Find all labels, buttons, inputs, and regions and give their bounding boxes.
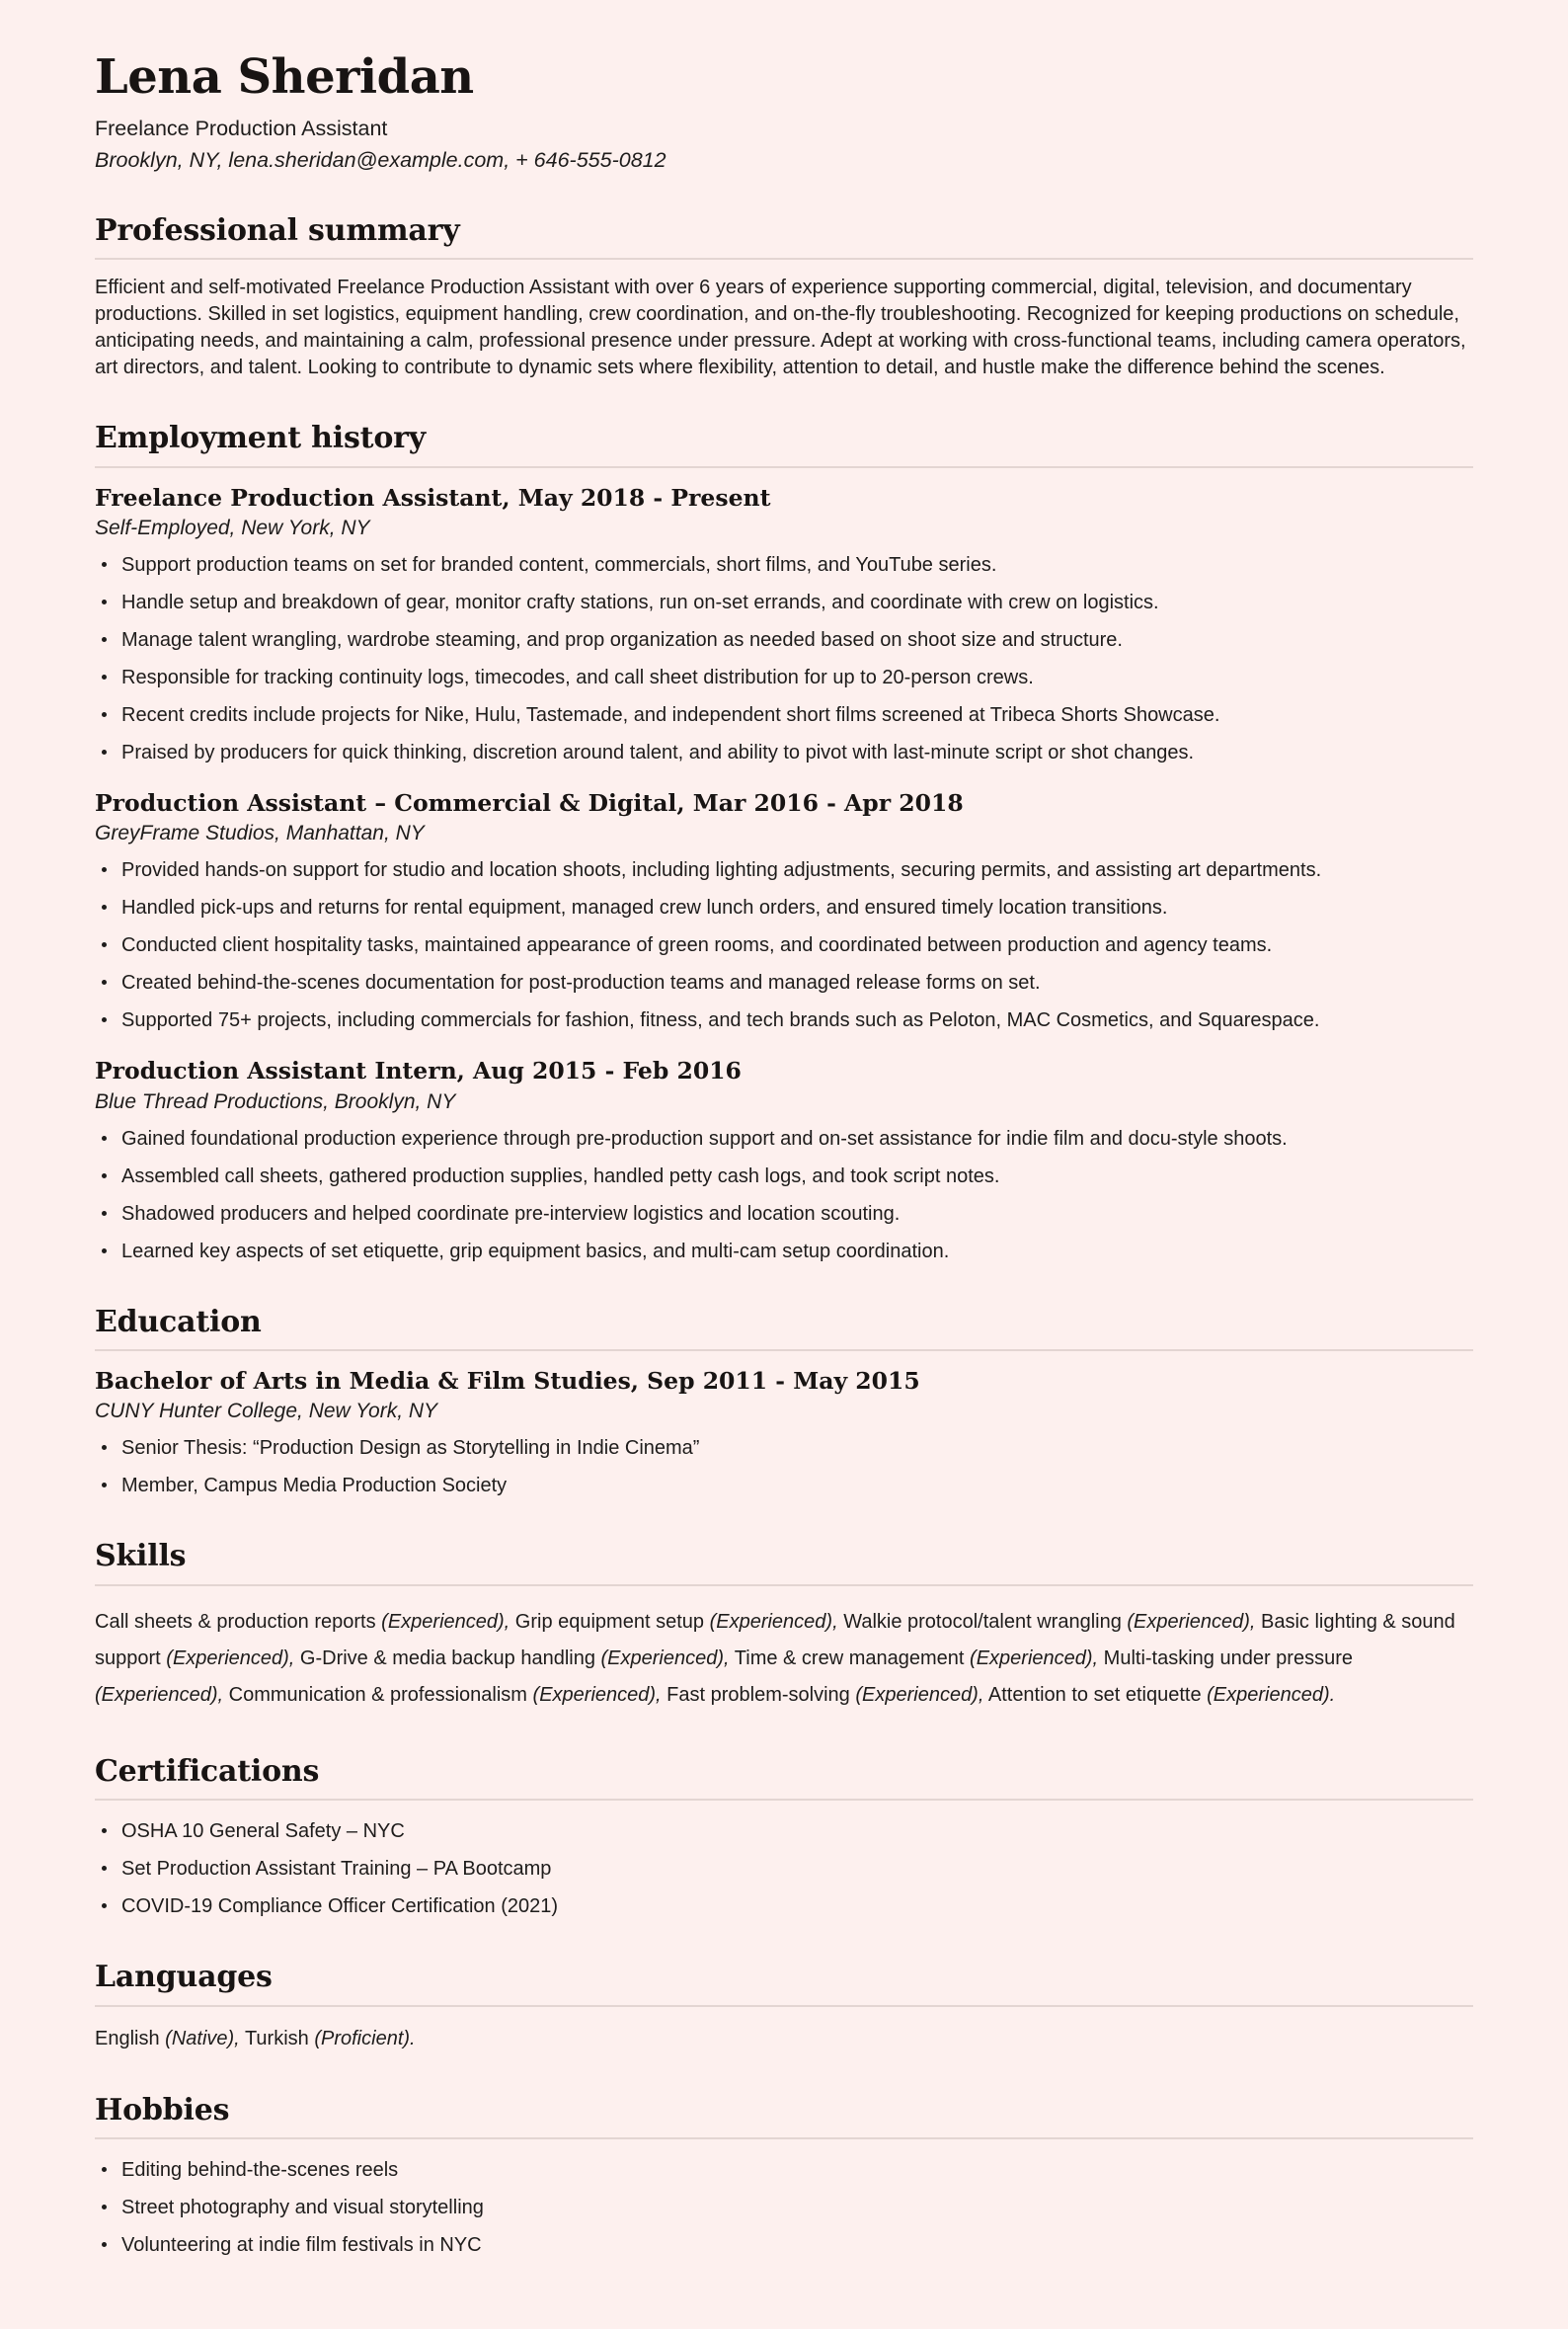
summary-text: Efficient and self-motivated Freelance Production Assistant with over 6 years of experience supporting commercial, digital, television, and documentary productions. Skilled in set logistics, equipment handling, crew coordination, and on-the-fly troubleshooting. Recognized for keeping productions on schedule, anticipating needs, and maintaining a calm, professional presence under pressure. Adept at working with cross-functional teams, including camera operators, art directors, and talent. Looking to contribute to dynamic sets where flexibility, attention to detail, and hustle make the difference behind the scenes. [95, 277, 1466, 378]
list-item: Street photography and visual storytelling [95, 2195, 1473, 2220]
degree-entry [95, 1367, 1473, 1498]
certification-list [95, 1818, 1473, 1919]
skill-level: (Experienced), [381, 1610, 510, 1633]
section-employment-history [95, 422, 1473, 1263]
degree-school: CUNY Hunter College, New York, NY [95, 1400, 438, 1423]
skill-item [666, 1684, 983, 1706]
list-item: Support production teams on set for branded content, commercials, short films, and YouTube series. [95, 552, 1473, 578]
degree-bullet-list [95, 1435, 1473, 1498]
candidate-name: Lena Sheridan [95, 49, 474, 105]
list-item: COVID-19 Compliance Officer Certification (2021) [95, 1893, 1473, 1919]
skill-level: (Experienced), [95, 1683, 224, 1706]
list-item: Editing behind-the-scenes reels [95, 2157, 1473, 2183]
list-item: Handle setup and breakdown of gear, monitor crafty stations, run on-set errands, and coordinate with crew on logistics. [95, 590, 1473, 615]
contact-line: Brooklyn, NY, lena.sheridan@example.com, + 646-555-0812 [95, 147, 666, 172]
skill-level: (Experienced), [709, 1610, 838, 1633]
language-name: Turkish [244, 2027, 309, 2049]
skill-name: Fast problem-solving [666, 1683, 850, 1706]
section-professional-summary [95, 214, 1473, 381]
skill-level: (Experienced). [1207, 1683, 1336, 1706]
job-bullet-list [95, 552, 1473, 765]
section-certifications [95, 1755, 1473, 1920]
skill-level: (Experienced), [1127, 1610, 1256, 1633]
job-title: Production Assistant Intern, Aug 2015 - Feb 2016 [95, 1057, 742, 1085]
skill-level: (Experienced), [600, 1646, 730, 1669]
job-bullet-list [95, 857, 1473, 1033]
section-hobbies [95, 2094, 1473, 2259]
list-item: Manage talent wrangling, wardrobe steaming, and prop organization as needed based on shoot size and structure. [95, 627, 1473, 653]
degree-title: Bachelor of Arts in Media & Film Studies, Sep 2011 - May 2015 [95, 1367, 920, 1395]
job-company: Blue Thread Productions, Brooklyn, NY [95, 1089, 456, 1113]
list-item: Supported 75+ projects, including commercials for fashion, fitness, and tech brands such as Peloton, MAC Cosmetics, and Squarespace. [95, 1007, 1473, 1033]
list-item: Volunteering at indie film festivals in NYC [95, 2232, 1473, 2258]
list-item: Conducted client hospitality tasks, maintained appearance of green rooms, and coordinated between production and agency teams. [95, 932, 1473, 958]
skill-name: Multi-tasking under pressure [1103, 1646, 1353, 1669]
hobbies-heading: Hobbies [95, 2094, 1473, 2140]
skill-item [229, 1684, 662, 1706]
hobby-list [95, 2157, 1473, 2258]
skill-item [515, 1611, 838, 1633]
candidate-job-title: Freelance Production Assistant [95, 116, 388, 140]
skill-level: (Experienced), [970, 1646, 1099, 1669]
languages-text [95, 2025, 1473, 2052]
language-level: (Native), [165, 2027, 240, 2049]
list-item: OSHA 10 General Safety – NYC [95, 1818, 1473, 1844]
resume-header [95, 51, 1473, 173]
list-item: Provided hands-on support for studio and location shoots, including lighting adjustments, securing permits, and assisting art departments. [95, 857, 1473, 883]
skill-name: Basic lighting & sound support [95, 1610, 1455, 1669]
list-item: Recent credits include projects for Nike, Hulu, Tastemade, and independent short films screened at Tribeca Shorts Showcase. [95, 702, 1473, 728]
employment-heading: Employment history [95, 422, 1473, 468]
job-title: Freelance Production Assistant, May 2018 - Present [95, 483, 771, 512]
skill-level: (Experienced), [855, 1683, 984, 1706]
list-item: Assembled call sheets, gathered production supplies, handled petty cash logs, and took script notes. [95, 1164, 1473, 1189]
job-entry [95, 1057, 1473, 1263]
skills-heading: Skills [95, 1540, 1473, 1586]
job-entry [95, 789, 1473, 1033]
skill-name: Attention to set etiquette [987, 1683, 1202, 1706]
language-item [95, 2028, 240, 2049]
job-company: Self-Employed, New York, NY [95, 517, 370, 540]
skill-item [843, 1611, 1255, 1633]
languages-heading: Languages [95, 1961, 1473, 2007]
list-item: Senior Thesis: “Production Design as Storytelling in Indie Cinema” [95, 1435, 1473, 1461]
list-item: Shadowed producers and helped coordinate pre-interview logistics and location scouting. [95, 1201, 1473, 1227]
skill-name: Communication & professionalism [228, 1683, 527, 1706]
education-body [95, 1367, 1473, 1498]
skill-level: (Experienced), [532, 1683, 662, 1706]
job-entry [95, 484, 1473, 765]
list-item: Handled pick-ups and returns for rental equipment, managed crew lunch orders, and ensured timely location transitions. [95, 895, 1473, 921]
list-item: Praised by producers for quick thinking, discretion around talent, and ability to pivot with last-minute script or shot changes. [95, 740, 1473, 765]
list-item: Gained foundational production experience through pre-production support and on-set assistance for indie film and docu-style shoots. [95, 1126, 1473, 1152]
skill-name: Walkie protocol/talent wrangling [843, 1610, 1122, 1633]
section-education [95, 1306, 1473, 1499]
language-item [245, 2028, 416, 2049]
skill-level: (Experienced), [166, 1646, 295, 1669]
skill-item [988, 1684, 1335, 1706]
list-item: Member, Campus Media Production Society [95, 1473, 1473, 1498]
job-company: GreyFrame Studios, Manhattan, NY [95, 822, 425, 845]
section-skills [95, 1540, 1473, 1714]
language-name: English [95, 2027, 160, 2049]
education-heading: Education [95, 1306, 1473, 1352]
skills-text [95, 1604, 1473, 1714]
skill-item [95, 1611, 510, 1633]
skill-name: Time & crew management [734, 1646, 965, 1669]
skill-name: Call sheets & production reports [95, 1610, 376, 1633]
list-item: Responsible for tracking continuity logs, timecodes, and call sheet distribution for up to 20-person crews. [95, 665, 1473, 690]
list-item: Learned key aspects of set etiquette, grip equipment basics, and multi-cam setup coordination. [95, 1239, 1473, 1264]
job-bullet-list [95, 1126, 1473, 1264]
section-languages [95, 1961, 1473, 2052]
list-item: Set Production Assistant Training – PA Bootcamp [95, 1856, 1473, 1882]
skill-name: Grip equipment setup [514, 1610, 705, 1633]
skill-name: G-Drive & media backup handling [299, 1646, 595, 1669]
skill-item [735, 1647, 1098, 1669]
summary-heading: Professional summary [95, 214, 1473, 261]
employment-body [95, 484, 1473, 1264]
list-item: Created behind-the-scenes documentation for post-production teams and managed release forms on set. [95, 970, 1473, 996]
language-level: (Proficient). [314, 2027, 416, 2049]
certifications-heading: Certifications [95, 1755, 1473, 1802]
job-title: Production Assistant – Commercial & Digital, Mar 2016 - Apr 2018 [95, 789, 964, 818]
skill-item [300, 1647, 730, 1669]
